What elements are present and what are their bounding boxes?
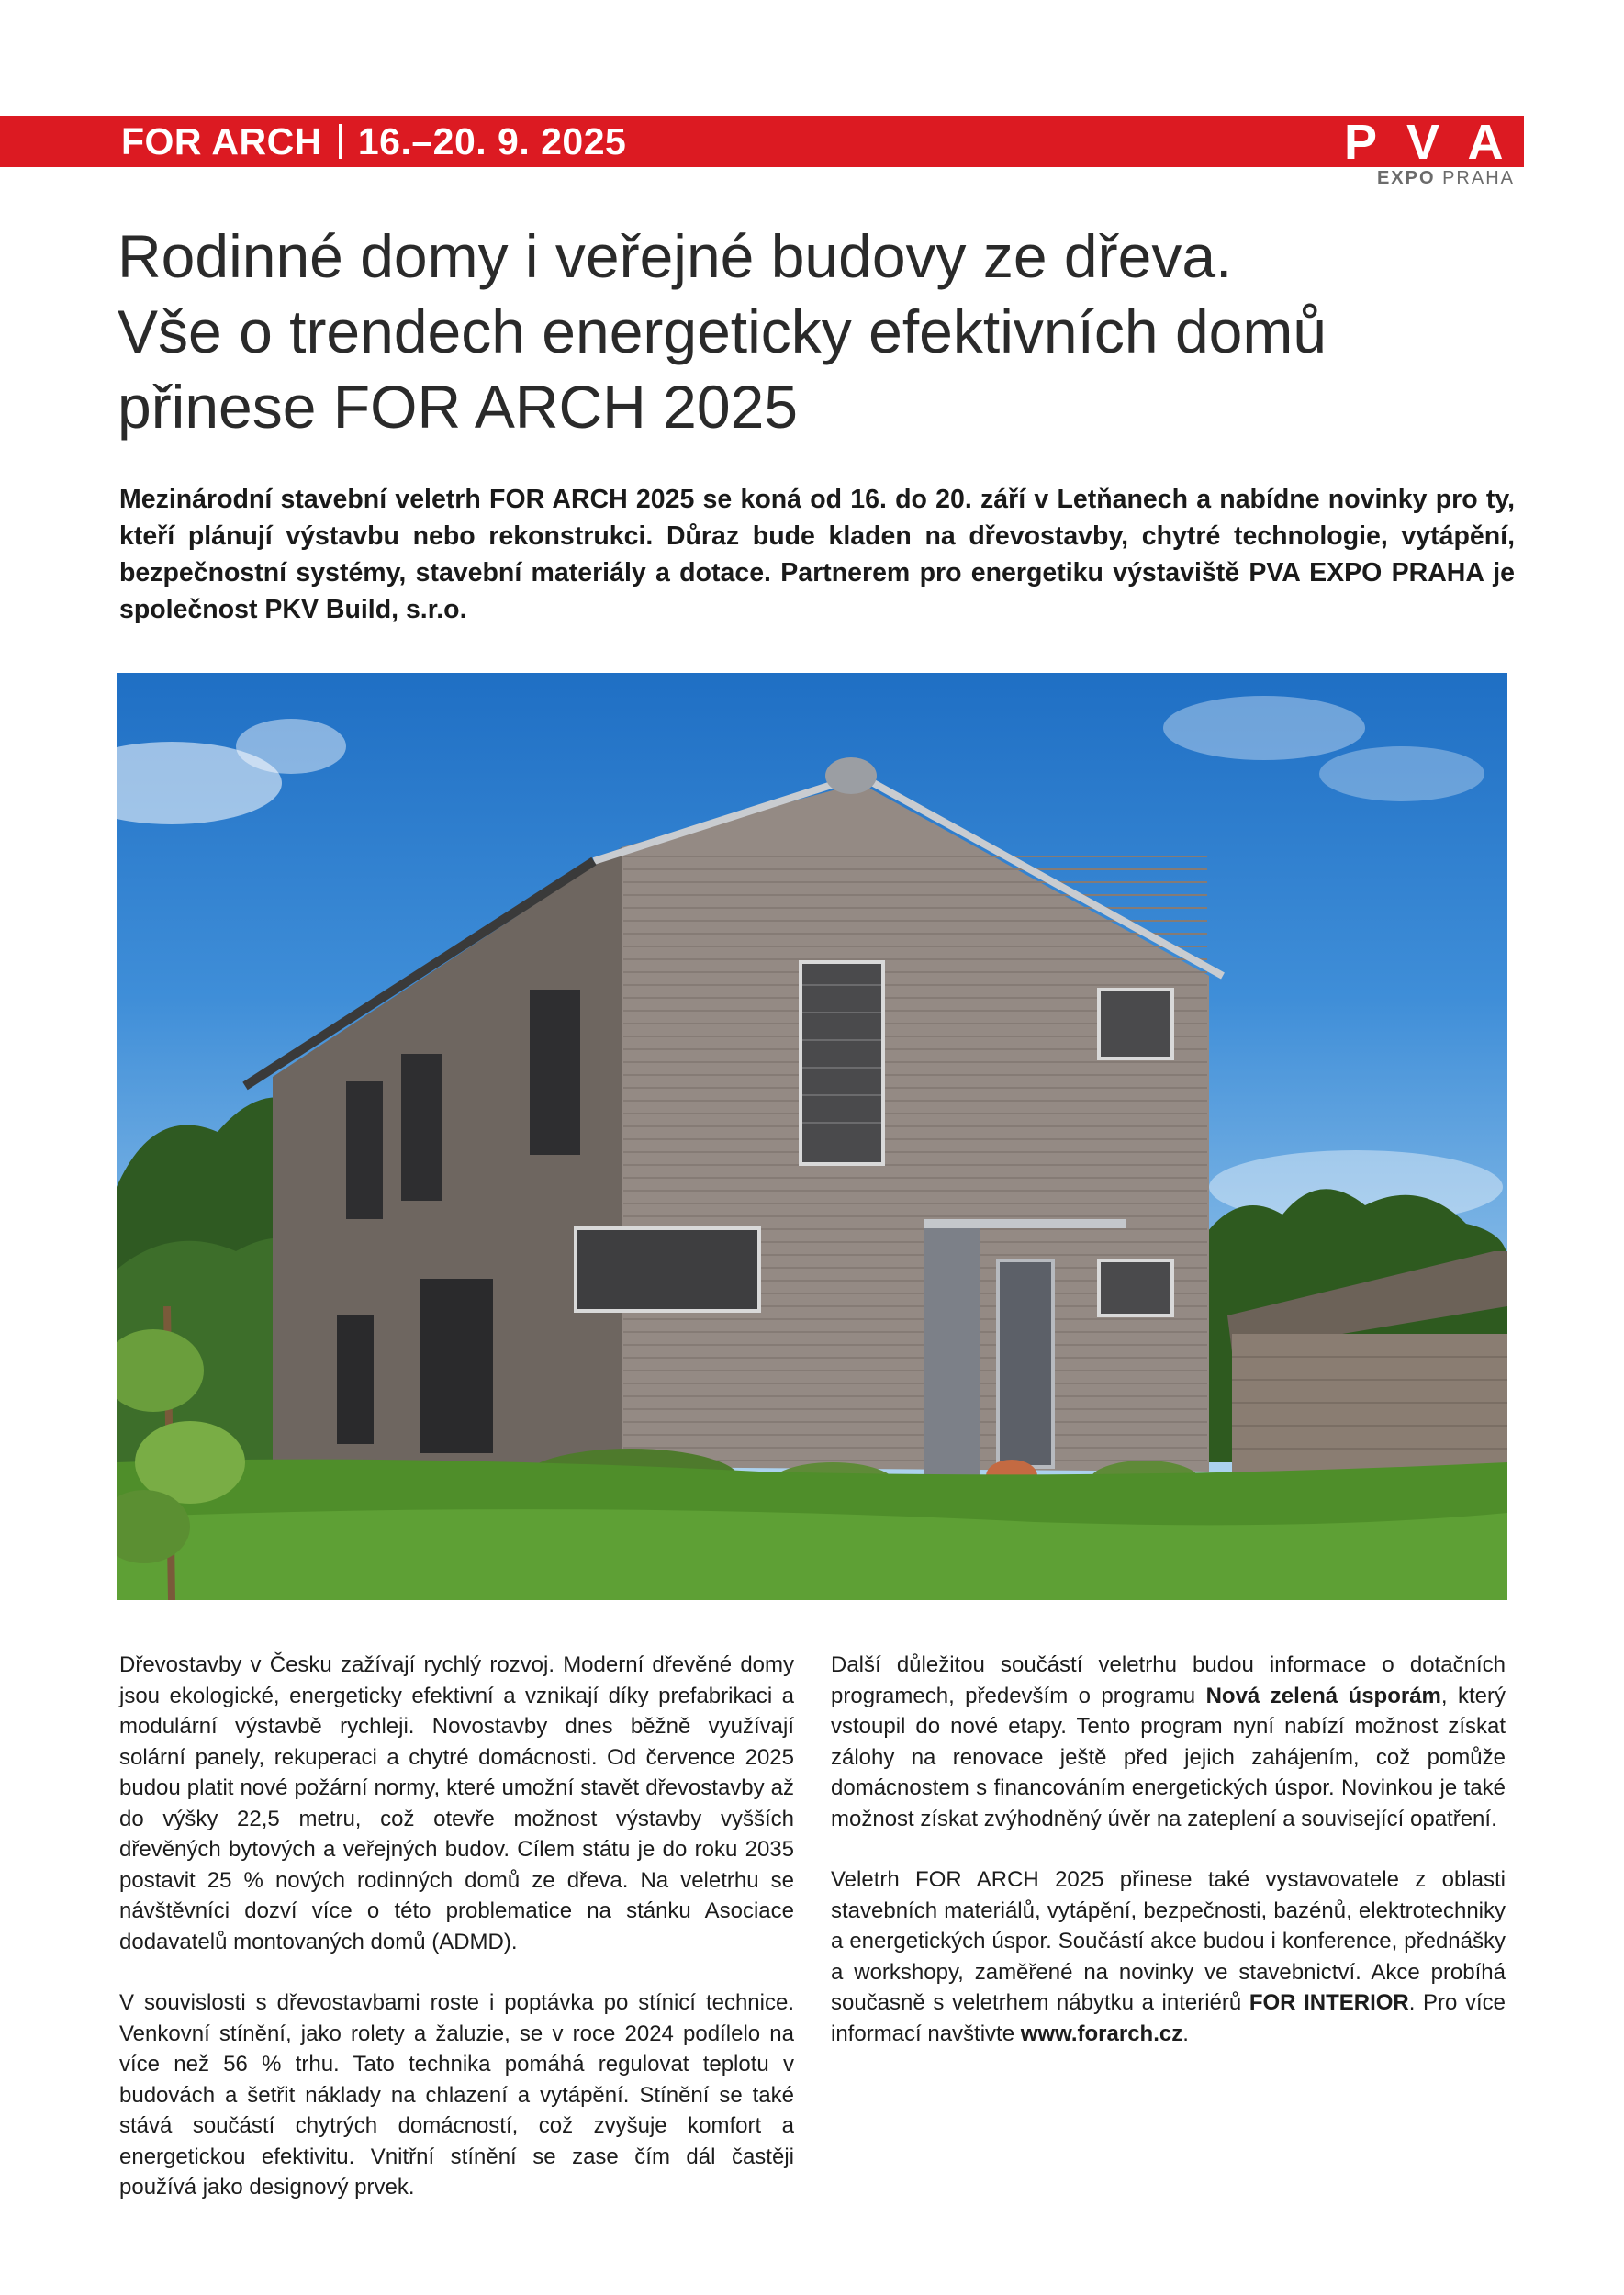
pva-expo-praha-logo xyxy=(1331,115,1515,188)
p4-text-middle: . Pro více informací navštivte xyxy=(831,1990,1506,2046)
headline-line-1: Rodinné domy i veřejné budovy ze dřeva. xyxy=(118,222,1233,290)
program-name: Nová zelená úsporám xyxy=(1205,1683,1441,1708)
body-column-left xyxy=(119,1650,794,2233)
logo-letter-v: V xyxy=(1394,118,1452,166)
p3-text-start: Další důležitou součástí veletrhu budou informace o dotačních programech, především o programu xyxy=(831,1652,1506,1708)
logo-subtitle xyxy=(1377,168,1515,189)
for-interior-name: FOR INTERIOR xyxy=(1249,1990,1409,2015)
body-column-right xyxy=(831,1650,1506,2079)
body-paragraph-4 xyxy=(831,1864,1506,2049)
header-title xyxy=(121,116,626,167)
logo-letter-p: P xyxy=(1331,118,1390,166)
wooden-house-photo xyxy=(117,673,1507,1600)
article-headline xyxy=(118,218,1531,444)
p3-text-end: , který vstoupil do nové etapy. Tento program nyní nabízí možnost získat zálohy na renovace ještě před jejich zahájením, což pomůže domácnostem s financováním energetických úspor. Novinkou je také možnost získat zvýhodněný úvěr na zateplení a související opatření. xyxy=(831,1683,1506,1831)
headline-line-2: Vše o trendech energeticky efektivních domů xyxy=(118,297,1327,365)
website-link[interactable]: www.forarch.cz xyxy=(1020,2021,1183,2046)
logo-letters xyxy=(1331,115,1515,170)
logo-sub-expo: EXPO xyxy=(1376,168,1436,188)
p4-text-end: . xyxy=(1182,2021,1189,2046)
event-dates: 16.–20. 9. 2025 xyxy=(357,120,627,162)
logo-letter-a: A xyxy=(1456,118,1515,166)
event-name: FOR ARCH xyxy=(121,120,322,162)
logo-sub-praha: PRAHA xyxy=(1442,168,1515,188)
article-lead: Mezinárodní stavební veletrh FOR ARCH 2025 se koná od 16. do 20. září v Letňanech a nabídne novinky pro ty, kteří plánují výstavbu nebo rekonstrukci. Důraz bude kladen na dřevostavby, chytré technologie, vytápění, bezpečnostní systémy, stavební materiály a dotace. Partnerem pro energetiku výstaviště PVA EXPO PRAHA je společnost PKV Build, s.r.o. xyxy=(119,485,1515,624)
body-paragraph-2: V souvislosti s dřevostavbami roste i poptávka po stínicí technice. Venkovní stínění, jako rolety a žaluzie, se v roce 2024 podílelo na více než 56 % trhu. Tato technika pomáhá regulovat teplotu v budovách a šetřit náklady na chlazení a vytápění. Stínění se také stává součástí chytrých domácností, což zvyšuje komfort a energetickou efektivitu. Vnitřní stínění se zase čím dál častěji používá jako designový prvek. xyxy=(119,1990,794,2200)
headline-line-3: přinese FOR ARCH 2025 xyxy=(118,373,798,441)
body-paragraph-1: Dřevostavby v Česku zažívají rychlý rozvoj. Moderní dřevěné domy jsou ekologické, energeticky efektivní a vznikají díky prefabrikaci a modulární výstavbě rychleji. Novostavby dnes běžně využívají solární panely, rekuperaci a chytré domácnosti. Od července 2025 budou platit nové požární normy, které umožní stavět dřevostavby až do výšky 22,5 metru, což otevře možnost výstavby vyšších dřevěných bytových a veřejných budov. Cílem státu je do roku 2035 postavit 25 % nových rodinných domů ze dřeva. Na veletrhu se návštěvníci dozví více o této problematice na stánku Asociace dodavatelů montovaných domů (ADMD). xyxy=(119,1652,794,1954)
p4-text-start: Veletrh FOR ARCH 2025 přinese také vystavovatele z oblasti stavebních materiálů, vytápění, bezpečnosti, bazénů, elektrotechniky a energetických úspor. Součástí akce budou i konference, přednášky a workshopy, zaměřené na novinky ve stavebnictví. Akce probíhá současně s veletrhem nábytku a interiérů xyxy=(831,1867,1506,2015)
body-paragraph-3 xyxy=(831,1650,1506,1834)
header-divider xyxy=(339,124,342,159)
house-illustration xyxy=(117,673,1507,1600)
